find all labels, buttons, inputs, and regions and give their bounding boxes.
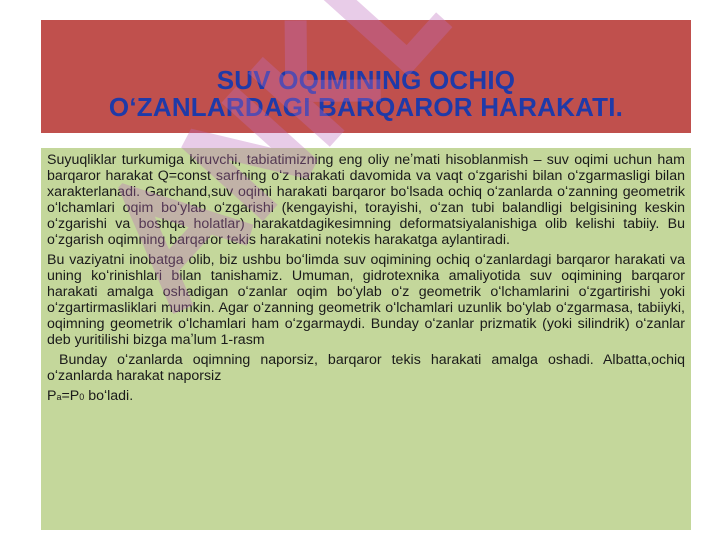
formula-subscript-a: a: [56, 392, 62, 402]
paragraph-3: Bunday oʻzanlarda oqimning naporsiz, barqaror tekis harakati amalga oshadi. Albatta,ochiq oʻzanlarda harakat naporsiz: [47, 352, 685, 384]
formula-p: P: [47, 388, 57, 404]
slide-title: [109, 67, 623, 121]
title-line-1: SUV OQIMINING OCHIQ: [216, 65, 516, 95]
formula-line: [47, 388, 685, 405]
formula-subscript-0: 0: [79, 392, 85, 402]
content-box: [41, 148, 691, 530]
title-line-2: OʻZANLARDAGI BARQAROR HARAKATI.: [108, 92, 624, 122]
formula-tail: boʻladi.: [84, 388, 134, 404]
paragraph-2: Bu vaziyatni inobatga olib, biz ushbu boʻlimda suv oqimining ochiq oʻzanlardagi barqaror harakati va uning koʻrinishlari bilan tanishamiz. Umuman, gidrotexnika amaliyotida suv oqimining barqaror harakati amalga oshadigan oʻzanlar oqim boʻylab oʻz geometrik oʻlchamlarini oʻzgartirishi yoki oʻzgartirmasliklari mumkin. Agar oʻzanning geometrik oʻlchamlari uzunlik boʻylab oʻzgarmasa, tabiiyki, oqimning geometrik oʻlchamlari ham oʻzgarmaydi. Bunday oʻzanlar prizmatik (yoki silindrik) oʻzanlar deb yuritilishi bizga maʼlum 1-rasm: [47, 252, 685, 348]
paragraph-1: Suyuqliklar turkumiga kiruvchi, tabiatimizning eng oliy neʼmati hisoblanmish – suv oqimi uchun ham barqaror harakat Q=const sarfning oʻz harakati davomida va vaqt oʻzgarishi bilan oʻzgarmasligi bilan xarakterlanadi. Garchand,suv oqimi harakati barqaror boʻlsada ochiq oʻzanlarda oʻzanning geometrik oʻlchamlari oqim boʻylab oʻzgarishi (kengayishi, torayishi, oʻzan tubi balandligi belgisining keskin oʻzgarishi va boshqa holatlar) harakatdagikesimning deformatsiyalanishiga olib kelishi tabiiy. Bu oʻzgarish oqimning barqaror tekis harakatini notekis harakatga aylantiradi.: [47, 152, 685, 248]
title-banner: [41, 20, 691, 133]
formula-equals-p: =P: [61, 388, 80, 404]
